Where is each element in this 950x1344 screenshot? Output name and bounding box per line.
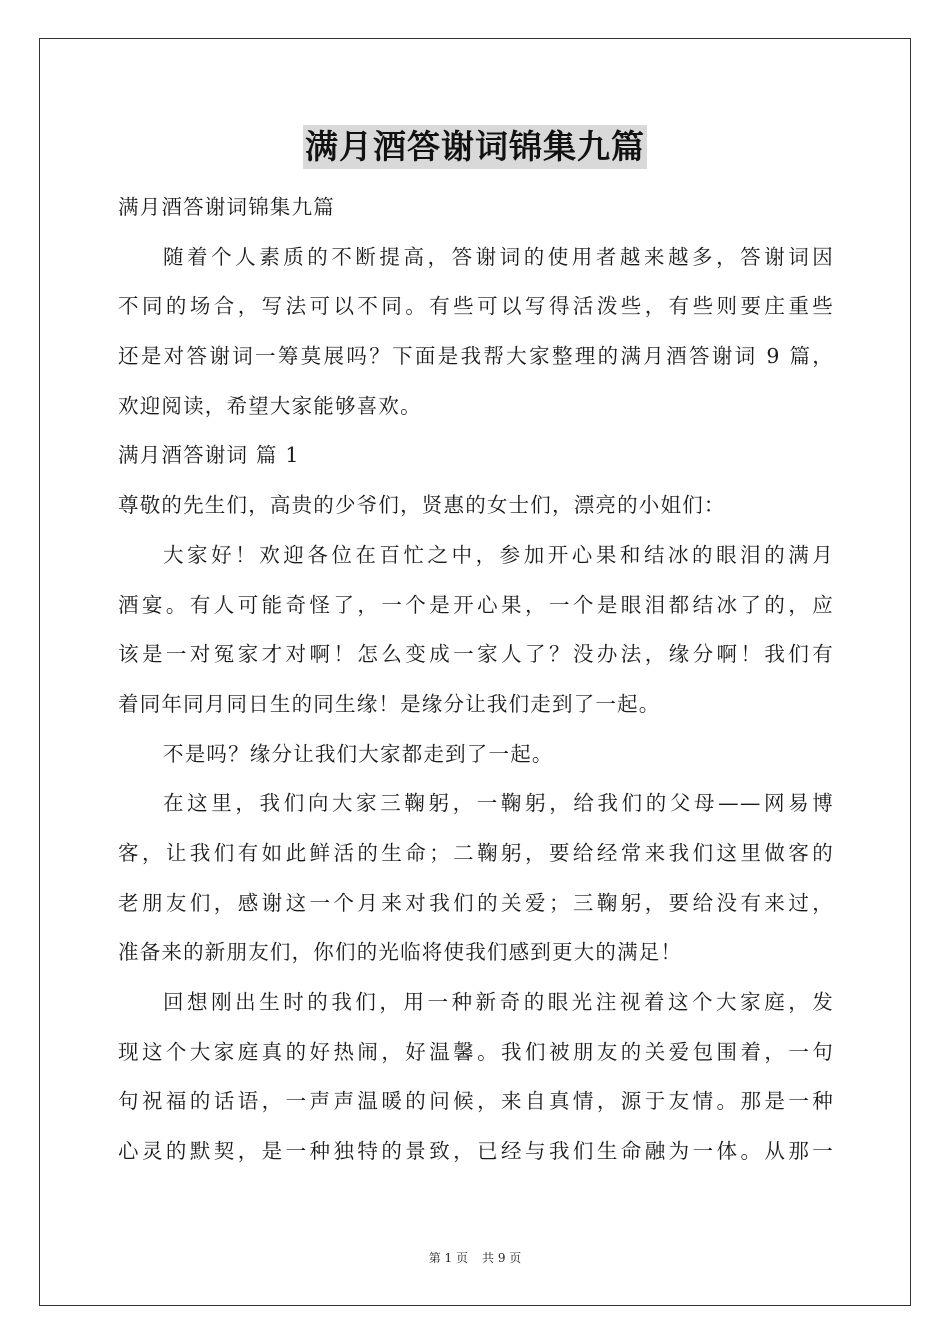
- page-footer: [0, 1250, 950, 1266]
- text-line: 满月酒答谢词 篇 1: [118, 443, 300, 468]
- text-line: 不是吗？缘分让我们大家都走到了一起。: [163, 741, 554, 766]
- text-line: 欢迎阅读，希望大家能够喜欢。: [118, 393, 422, 418]
- page-total: 共 9 页: [482, 1251, 522, 1265]
- text-line: 老朋友们，感谢这一个月来对我们的关爱；三鞠躬，要给没有来过，: [118, 890, 834, 915]
- text-line: 不同的场合，写法可以不同。有些可以写得活泼些，有些则要庄重些: [118, 294, 834, 319]
- document-title: 满月酒答谢词锦集九篇: [303, 125, 647, 169]
- text-line: 心灵的默契，是一种独特的景致，已经与我们生命融为一体。从那一: [118, 1139, 834, 1164]
- text-line: 该是一对冤家才对啊！怎么变成一家人了？没办法，缘分啊！我们有: [118, 642, 834, 667]
- document-body: [118, 183, 834, 1177]
- text-line: 客，让我们有如此鲜活的生命；二鞠躬，要给经常来我们这里做客的: [118, 840, 834, 865]
- text-line: 还是对答谢词一筹莫展吗？下面是我帮大家整理的满月酒答谢词 9 篇，: [118, 344, 834, 369]
- text-line: 着同年同月同日生的同生缘！是缘分让我们走到了一起。: [118, 691, 661, 716]
- text-line: 大家好！欢迎各位在百忙之中，参加开心果和结冰的眼泪的满月: [163, 542, 834, 567]
- text-line: 随着个人素质的不断提高，答谢词的使用者越来越多，答谢词因: [163, 244, 834, 269]
- text-line: 尊敬的先生们，高贵的少爷们，贤惠的女士们，漂亮的小姐们：: [118, 493, 726, 518]
- title-container: [0, 125, 950, 169]
- text-line: 酒宴。有人可能奇怪了，一个是开心果，一个是眼泪都结冰了的，应: [118, 592, 834, 617]
- text-line: 准备来的新朋友们，你们的光临将使我们感到更大的满足！: [118, 940, 683, 965]
- text-line: 满月酒答谢词锦集九篇: [118, 195, 335, 219]
- text-line: 回想刚出生时的我们，用一种新奇的眼光注视着这个大家庭，发: [163, 990, 834, 1014]
- text-line: 现这个大家庭真的好热闹，好温馨。我们被朋友的关爱包围着，一句: [118, 1039, 834, 1064]
- text-line: 句祝福的话语，一声声温暖的问候，来自真情，源于友情。那是一种: [118, 1089, 834, 1114]
- text-line: 在这里，我们向大家三鞠躬，一鞠躬，给我们的父母——网易博: [163, 791, 834, 816]
- page-number: 第 1 页: [428, 1251, 468, 1265]
